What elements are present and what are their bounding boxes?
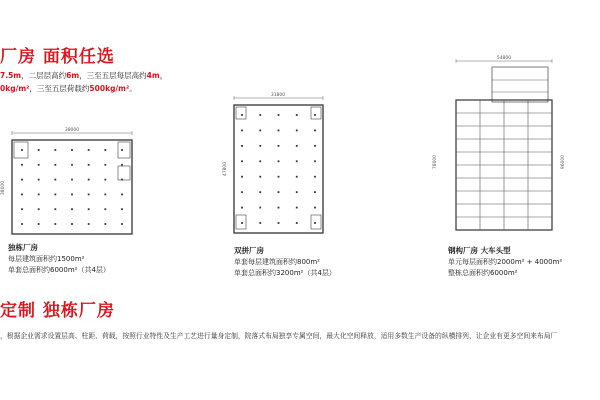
column-marker xyxy=(54,149,56,151)
column-marker xyxy=(241,207,243,209)
column-marker xyxy=(104,179,106,181)
column-marker xyxy=(314,207,316,209)
plan-caption-standalone: 独栋厂房 每层建筑面积约1500m² 单套总面积约6000m²（共4层） xyxy=(8,243,110,274)
floor-plan-steel xyxy=(430,56,580,236)
custom-intro-text: ，根据企业需求设置层高、柱距、荷载，按照行业特性及生产工艺进行量身定制，院落式布局独享专属空间，最大化空间释放，适用多数生产设备的纵横排列，让企业有更多空间来布局厂 xyxy=(0,332,558,340)
column-marker xyxy=(296,207,298,209)
column-marker xyxy=(104,208,106,210)
section-title-area: 厂房 面积任选 xyxy=(0,47,115,67)
plan3-height-dim: 78000 xyxy=(433,154,438,170)
column-marker xyxy=(314,145,316,147)
floor-plan-twin-drawing xyxy=(223,93,326,233)
column-marker xyxy=(71,149,73,151)
column-marker xyxy=(259,145,261,147)
column-marker xyxy=(21,194,23,196)
plan2-height-dim: 47800 xyxy=(223,161,228,177)
column-marker xyxy=(259,130,261,132)
column-marker xyxy=(88,164,90,166)
column-marker xyxy=(314,191,316,193)
column-marker xyxy=(314,176,316,178)
column-marker xyxy=(278,176,280,178)
column-marker xyxy=(121,149,123,151)
column-marker xyxy=(241,176,243,178)
column-marker xyxy=(296,130,298,132)
column-marker xyxy=(38,179,40,181)
column-marker xyxy=(38,194,40,196)
floor-plan-standalone xyxy=(1,128,138,234)
column-marker xyxy=(54,164,56,166)
floor-load-spec: 0kg/m²，三至五层荷载约500kg/m²。 xyxy=(0,84,137,93)
floor-plan-standalone-drawing xyxy=(1,128,138,234)
column-marker xyxy=(259,191,261,193)
column-marker xyxy=(314,114,316,116)
column-marker xyxy=(21,223,23,225)
column-marker xyxy=(278,191,280,193)
plan-caption-steel: 钢构厂房 大车头型 单元每层面积约2000m² + 4000m² 整栋总面积约6000m² xyxy=(448,246,563,277)
column-marker xyxy=(296,176,298,178)
plan2-width-dim: 31800 xyxy=(270,93,286,98)
column-marker xyxy=(104,194,106,196)
column-marker xyxy=(71,208,73,210)
column-marker xyxy=(259,114,261,116)
column-marker xyxy=(71,164,73,166)
column-marker xyxy=(296,191,298,193)
column-marker xyxy=(121,194,123,196)
plan3-height-dim-right: 96000 xyxy=(561,154,566,170)
column-marker xyxy=(278,145,280,147)
column-marker xyxy=(259,176,261,178)
column-marker xyxy=(71,194,73,196)
column-marker xyxy=(314,160,316,162)
column-marker xyxy=(241,114,243,116)
column-marker xyxy=(54,208,56,210)
column-marker xyxy=(121,179,123,181)
column-marker xyxy=(21,149,23,151)
column-marker xyxy=(296,145,298,147)
column-marker xyxy=(259,207,261,209)
column-marker xyxy=(88,208,90,210)
floor-plan-steel-drawing xyxy=(430,56,580,236)
column-marker xyxy=(241,191,243,193)
column-marker xyxy=(241,145,243,147)
column-marker xyxy=(88,179,90,181)
column-marker xyxy=(121,164,123,166)
column-marker xyxy=(278,207,280,209)
plan1-height-dim: 38000 xyxy=(1,180,6,196)
floor-height-spec: 7.5m，二层层高约6m，三至五层每层高约4m， xyxy=(0,71,168,80)
section-title-custom: 定制 独栋厂房 xyxy=(0,301,115,321)
column-marker xyxy=(38,208,40,210)
plan-caption-twin: 双拼厂房 单套每层建筑面积约800m² 单套总面积约3200m²（共4层） xyxy=(234,246,336,277)
column-marker xyxy=(38,164,40,166)
column-marker xyxy=(38,149,40,151)
column-marker xyxy=(88,149,90,151)
column-marker xyxy=(71,179,73,181)
column-marker xyxy=(278,222,280,224)
column-marker xyxy=(259,160,261,162)
column-marker xyxy=(104,149,106,151)
column-marker xyxy=(241,160,243,162)
plan1-width-dim: 38000 xyxy=(64,128,80,133)
column-marker xyxy=(259,222,261,224)
column-marker xyxy=(278,130,280,132)
column-marker xyxy=(314,222,316,224)
column-marker xyxy=(54,194,56,196)
column-marker xyxy=(278,114,280,116)
column-marker xyxy=(278,160,280,162)
column-marker xyxy=(296,222,298,224)
column-marker xyxy=(38,223,40,225)
column-marker xyxy=(121,208,123,210)
column-marker xyxy=(121,223,123,225)
column-marker xyxy=(104,164,106,166)
column-marker xyxy=(21,208,23,210)
column-marker xyxy=(241,130,243,132)
column-marker xyxy=(54,179,56,181)
column-marker xyxy=(241,222,243,224)
column-marker xyxy=(314,130,316,132)
column-marker xyxy=(21,179,23,181)
column-marker xyxy=(54,223,56,225)
column-marker xyxy=(88,223,90,225)
column-marker xyxy=(104,223,106,225)
plan3-width-dim: 54800 xyxy=(496,56,512,61)
floor-plan-twin xyxy=(223,93,326,233)
column-marker xyxy=(21,164,23,166)
column-marker xyxy=(88,194,90,196)
column-marker xyxy=(296,114,298,116)
column-marker xyxy=(71,223,73,225)
column-marker xyxy=(296,160,298,162)
